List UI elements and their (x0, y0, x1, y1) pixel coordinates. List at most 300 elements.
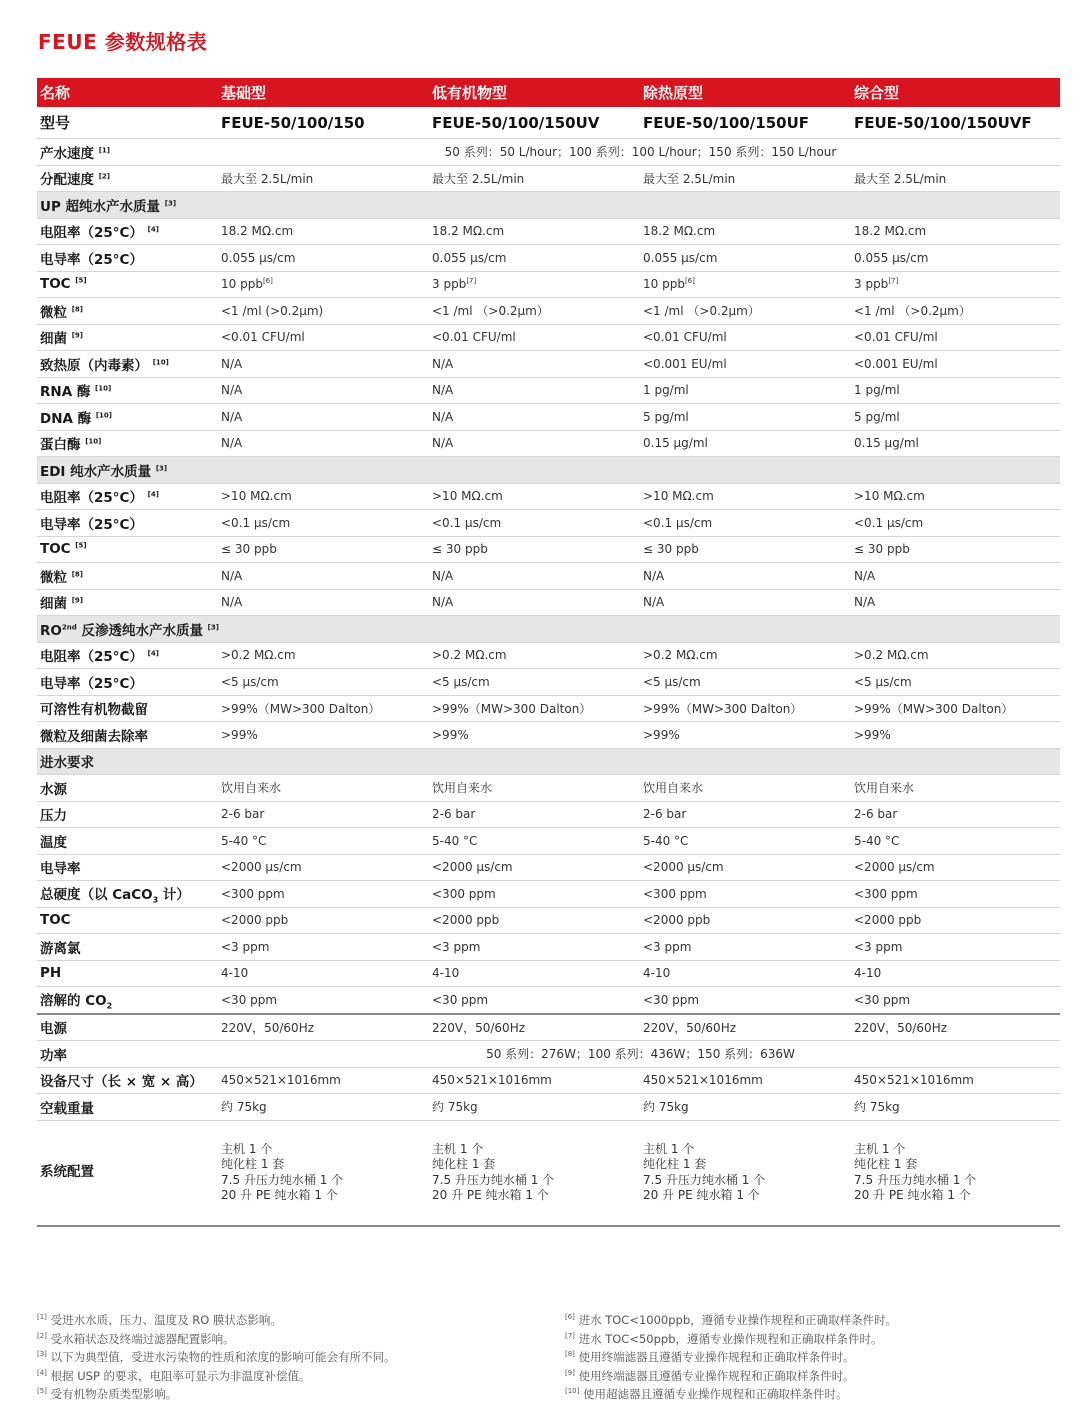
footnote-text: 使用超滤器且遵循专业操作规程和正确取样条件时。 (583, 1387, 848, 1401)
value-text: >99%（MW>300 Dalton） (854, 701, 1014, 716)
feed-pressure-row (37, 801, 1060, 828)
footnote-ref: [7] (888, 277, 899, 286)
cell-value (640, 934, 851, 961)
cell-value (640, 404, 851, 431)
footnote-ref: [5] (75, 541, 87, 550)
value-text: >99% (643, 727, 680, 742)
cell-value (429, 404, 640, 431)
config-line: 20 升 PE 纯水箱 1 个 (854, 1188, 971, 1202)
row-label (37, 881, 218, 908)
footnote (565, 1385, 897, 1404)
config-line: 主机 1 个 (221, 1141, 273, 1156)
spanning-value: 50 系列：276W；100 系列：436W；150 系列：636W (218, 1041, 1060, 1068)
footnote (37, 1367, 396, 1386)
footnote-ref: [1] (98, 146, 110, 155)
value-text: 约 75kg (854, 1100, 900, 1115)
value-text: N/A (643, 568, 665, 583)
label-text: 电阻率（25°C） (40, 225, 143, 242)
footnotes-right (565, 1311, 897, 1404)
table-header-row (37, 78, 1060, 107)
cell-value (429, 1067, 640, 1094)
value-text: 4-10 (643, 966, 671, 981)
value-text: <2000 µs/cm (221, 860, 302, 875)
row-label (37, 165, 218, 192)
cell-value (429, 218, 640, 245)
value-text: <2000 ppb (854, 913, 922, 928)
value-text: 约 75kg (221, 1100, 267, 1115)
value-text: >10 MΩ.cm (643, 489, 714, 504)
cell-value (429, 907, 640, 934)
feed-hardness-row (37, 881, 1060, 908)
value-text: 0.15 µg/ml (643, 436, 708, 451)
model-label: 型号 (37, 107, 218, 139)
label-text: 功率 (40, 1047, 67, 1064)
cell-value (851, 218, 1060, 245)
cell-value (851, 324, 1060, 351)
value-text: N/A (432, 595, 454, 610)
cell-value (218, 510, 429, 537)
footnote-text: 根据 USP 的要求，电阻率可显示为非温度补偿值。 (50, 1368, 311, 1383)
value-text: N/A (221, 436, 243, 451)
row-label (37, 483, 218, 510)
cell-value (218, 987, 429, 1014)
value-text: N/A (432, 409, 454, 424)
label-text: 温度 (40, 834, 67, 851)
production-speed-row (37, 139, 1060, 166)
header-variant: 基础型 (218, 78, 429, 107)
cell-value (218, 165, 429, 192)
config-line: 纯化柱 1 套 (221, 1157, 285, 1171)
cell-value (218, 669, 429, 696)
footnote-text: 使用终端滤器且遵循专业操作规程和正确取样条件时。 (578, 1350, 855, 1364)
footnote-text: 使用终端滤器且遵循专业操作规程和正确取样条件时。 (578, 1368, 855, 1383)
cell-value (429, 245, 640, 272)
up-bacteria-row (37, 324, 1060, 351)
row-label (37, 563, 218, 590)
value-text: 18.2 MΩ.cm (643, 224, 716, 239)
spec-table (37, 78, 1060, 1227)
cell-value (640, 218, 851, 245)
value-text: <0.1 µs/cm (643, 515, 713, 530)
row-label (37, 218, 218, 245)
cell-value (851, 722, 1060, 749)
value-text: <2000 µs/cm (643, 860, 724, 875)
header-variant: 除热原型 (640, 78, 851, 107)
cell-value (640, 536, 851, 563)
value-text: 220V，50/60Hz (432, 1020, 526, 1035)
label-text: 水源 (40, 781, 67, 798)
value-text: <0.001 EU/ml (643, 356, 727, 371)
value-text: >99%（MW>300 Dalton） (221, 701, 381, 716)
model-row (37, 107, 1060, 139)
cell-value (640, 775, 851, 802)
cell-value (640, 1094, 851, 1121)
cell-value (640, 1067, 851, 1094)
cell-value (429, 563, 640, 590)
value-text: 约 75kg (432, 1100, 478, 1115)
value-text: N/A (432, 436, 454, 451)
cell-value (218, 589, 429, 616)
config-cell (429, 1120, 640, 1226)
cell-value (851, 907, 1060, 934)
footnote-text: 进水 TOC<50ppb，遵循专业操作规程和正确取样条件时。 (578, 1331, 883, 1346)
row-label (37, 1014, 218, 1041)
cell-value (640, 430, 851, 457)
feed-chlorine-row (37, 934, 1060, 961)
cell-value (218, 1067, 429, 1094)
value-text: 5-40 °C (221, 833, 267, 848)
value-text: 0.055 µs/cm (854, 250, 929, 265)
value-text: N/A (221, 409, 243, 424)
value-text: <2000 ppb (221, 913, 289, 928)
label-text: RNA 酶 (40, 384, 91, 401)
up-dnase-row (37, 404, 1060, 431)
value-text: 4-10 (221, 966, 249, 981)
cell-value (851, 669, 1060, 696)
label-subscript: 3 (152, 895, 159, 905)
ro-section-row (37, 616, 1060, 643)
cell-value (429, 1094, 640, 1121)
page-title: FEUE 参数规格表 (38, 30, 208, 54)
value-text: <0.001 EU/ml (854, 356, 938, 371)
value-text: <3 ppm (432, 939, 481, 954)
config-label: 系统配置 (37, 1120, 218, 1226)
row-label (37, 351, 218, 378)
label-text: UP 超纯水产水质量 (40, 198, 161, 215)
cell-value (851, 960, 1060, 987)
feed-source-row (37, 775, 1060, 802)
cell-value (429, 722, 640, 749)
row-label (37, 987, 218, 1014)
label-text: 电导率（25°C） (40, 675, 143, 692)
label-text: 反渗透纯水产水质量 (76, 622, 203, 639)
cell-value (218, 960, 429, 987)
cell-value (429, 483, 640, 510)
row-label (37, 510, 218, 537)
config-cell (851, 1120, 1060, 1226)
value-text: >0.2 MΩ.cm (432, 648, 507, 663)
value-text: <30 ppm (643, 992, 700, 1007)
footnote-ref: [5] (75, 276, 87, 285)
config-line: 20 升 PE 纯水箱 1 个 (643, 1188, 760, 1202)
row-label (37, 1041, 218, 1068)
cell-value (640, 324, 851, 351)
value-text: >0.2 MΩ.cm (854, 648, 929, 663)
label-text: 电阻率（25°C） (40, 649, 143, 666)
value-text: 1 pg/ml (854, 383, 900, 398)
value-text: >10 MΩ.cm (854, 489, 925, 504)
cell-value (851, 536, 1060, 563)
config-cell (218, 1120, 429, 1226)
config-line: 20 升 PE 纯水箱 1 个 (221, 1188, 338, 1202)
footnote-ref: [10] (152, 358, 169, 367)
config-line: 20 升 PE 纯水箱 1 个 (432, 1188, 549, 1202)
cell-value (851, 1094, 1060, 1121)
cell-value (851, 987, 1060, 1014)
config-line: 纯化柱 1 套 (854, 1157, 918, 1171)
ro-organics-row (37, 695, 1060, 722)
cell-value (429, 271, 640, 298)
footnote-ref: [3] (164, 199, 177, 208)
footnote-ref: [4] (147, 225, 159, 234)
footnote-text: 受有机物杂质类型影响。 (50, 1387, 178, 1401)
label-text: TOC (40, 541, 71, 558)
value-text: 18.2 MΩ.cm (221, 224, 294, 239)
row-label (37, 589, 218, 616)
config-row (37, 1120, 1060, 1226)
config-line: 纯化柱 1 套 (643, 1157, 707, 1171)
cell-value (851, 1067, 1060, 1094)
footnote-ref: [10] (95, 384, 112, 393)
value-text: <1 /ml (>0.2µm) (221, 303, 324, 318)
config-line: 纯化柱 1 套 (432, 1157, 496, 1171)
cell-value (429, 669, 640, 696)
value-text: <0.01 CFU/ml (854, 330, 938, 345)
cell-value (851, 775, 1060, 802)
row-label (37, 669, 218, 696)
cell-value (640, 298, 851, 325)
value-text: N/A (432, 568, 454, 583)
section-title (37, 748, 1060, 775)
label-text: 电阻率（25°C） (40, 490, 143, 507)
cell-value (851, 404, 1060, 431)
value-text: <3 ppm (221, 939, 270, 954)
cell-value (218, 907, 429, 934)
label-text: EDI 纯水产水质量 (40, 463, 152, 480)
cell-value (218, 245, 429, 272)
label-text: 游离氯 (40, 940, 81, 957)
footnote-text: 以下为典型值，受进水污染物的性质和浓度的影响可能会有所不同。 (50, 1350, 396, 1364)
value-text: <2000 µs/cm (854, 860, 935, 875)
cell-value (218, 854, 429, 881)
section-title (37, 457, 1060, 484)
value-text: 10 ppb (643, 277, 685, 292)
cell-value (218, 351, 429, 378)
value-text: 2-6 bar (432, 807, 476, 822)
cell-value (429, 881, 640, 908)
weight-row (37, 1094, 1060, 1121)
cell-value (851, 854, 1060, 881)
cell-value (640, 854, 851, 881)
cell-value (429, 828, 640, 855)
dimensions-row (37, 1067, 1060, 1094)
cell-value (429, 775, 640, 802)
cell-value (429, 801, 640, 828)
cell-value (640, 377, 851, 404)
value-text: >99%（MW>300 Dalton） (432, 701, 592, 716)
feed-toc-row (37, 907, 1060, 934)
label-text: 分配速度 (40, 172, 94, 189)
value-text: <5 µs/cm (432, 674, 490, 689)
footnote-ref: [4] (147, 649, 159, 658)
value-text: >99% (854, 727, 891, 742)
cell-value (851, 801, 1060, 828)
value-text: 2-6 bar (221, 807, 265, 822)
value-text: 18.2 MΩ.cm (854, 224, 927, 239)
value-text: <300 ppm (221, 886, 285, 901)
footnote-ref: [8] (71, 570, 83, 579)
value-text: <30 ppm (221, 992, 278, 1007)
value-text: 220V，50/60Hz (221, 1020, 315, 1035)
cell-value (851, 934, 1060, 961)
config-line: 7.5 升压力纯水桶 1 个 (854, 1172, 977, 1187)
cell-value (218, 722, 429, 749)
cell-value (429, 854, 640, 881)
value-text: 5-40 °C (432, 833, 478, 848)
up-conductivity-row (37, 245, 1060, 272)
row-label (37, 1094, 218, 1121)
up-particles-row (37, 298, 1060, 325)
cell-value (218, 881, 429, 908)
cell-value (851, 430, 1060, 457)
cell-value (851, 828, 1060, 855)
footnote-number: [8] (565, 1350, 575, 1359)
value-text: >99%（MW>300 Dalton） (643, 701, 803, 716)
cell-value (851, 642, 1060, 669)
cell-value (218, 430, 429, 457)
cell-value (429, 351, 640, 378)
label-superscript: 2nd (61, 623, 77, 632)
cell-value (218, 801, 429, 828)
value-text: <2000 µs/cm (432, 860, 513, 875)
header-name: 名称 (37, 78, 218, 107)
cell-value (218, 695, 429, 722)
footnote-text: 受进水水质、压力、温度及 RO 膜状态影响。 (50, 1313, 282, 1327)
section-title (37, 616, 1060, 643)
config-cell (640, 1120, 851, 1226)
cell-value (218, 324, 429, 351)
value-text: 2-6 bar (854, 807, 898, 822)
model-number: FEUE-50/100/150UF (640, 107, 851, 139)
up-protease-row (37, 430, 1060, 457)
footnote-ref: [9] (71, 331, 83, 340)
value-text: <3 ppm (854, 939, 903, 954)
value-text: N/A (221, 356, 243, 371)
cell-value (851, 510, 1060, 537)
label-text: 微粒 (40, 304, 67, 321)
cell-value (429, 324, 640, 351)
power-supply-row (37, 1014, 1060, 1041)
cell-value (640, 881, 851, 908)
value-text: <30 ppm (432, 992, 489, 1007)
value-text: 饮用自来水 (854, 781, 915, 796)
up-resistivity-row (37, 218, 1060, 245)
value-text: ≤ 30 ppb (643, 542, 699, 557)
row-label (37, 245, 218, 272)
row-label (37, 1067, 218, 1094)
value-text: 450×521×1016mm (854, 1073, 974, 1088)
config-line: 7.5 升压力纯水桶 1 个 (221, 1172, 344, 1187)
cell-value (851, 351, 1060, 378)
cell-value (218, 377, 429, 404)
cell-value (851, 589, 1060, 616)
edi-section-row (37, 457, 1060, 484)
row-label (37, 271, 218, 298)
value-text: 4-10 (854, 966, 882, 981)
label-text: 电源 (40, 1021, 67, 1038)
value-text: N/A (854, 568, 876, 583)
label-text: 微粒 (40, 569, 67, 586)
spanning-value: 50 系列：50 L/hour；100 系列：100 L/hour；150 系列：150 L/hour (218, 139, 1060, 166)
cell-value (429, 934, 640, 961)
value-text: 约 75kg (643, 1100, 689, 1115)
row-label (37, 934, 218, 961)
cell-value (218, 271, 429, 298)
cell-value (218, 642, 429, 669)
footnote-number: [5] (37, 1387, 47, 1396)
cell-value (429, 536, 640, 563)
value-text: N/A (432, 356, 454, 371)
value-text: <30 ppm (854, 992, 911, 1007)
cell-value (640, 722, 851, 749)
cell-value (640, 828, 851, 855)
cell-value (851, 377, 1060, 404)
footnote-ref: [9] (71, 596, 83, 605)
cell-value (640, 271, 851, 298)
cell-value (640, 245, 851, 272)
value-text: N/A (221, 383, 243, 398)
value-text: >99% (221, 727, 258, 742)
cell-value (851, 563, 1060, 590)
value-text: 0.15 µg/ml (854, 436, 919, 451)
cell-value (429, 377, 640, 404)
value-text: <5 µs/cm (221, 674, 279, 689)
feed-section-row (37, 748, 1060, 775)
label-text: 微粒及细菌去除率 (40, 728, 148, 745)
cell-value (429, 960, 640, 987)
up-toc-row (37, 271, 1060, 298)
label-text: 计） (158, 886, 190, 903)
value-text: >0.2 MΩ.cm (221, 648, 296, 663)
label-text: 产水速度 (40, 145, 94, 162)
value-text: <5 µs/cm (643, 674, 701, 689)
footnote-number: [7] (565, 1331, 575, 1340)
row-label (37, 536, 218, 563)
value-text: 饮用自来水 (432, 781, 493, 796)
row-label (37, 404, 218, 431)
label-text: 空载重量 (40, 1100, 94, 1117)
footnote (565, 1330, 897, 1349)
value-text: <1 /ml （>0.2µm） (432, 304, 549, 319)
cell-value (218, 828, 429, 855)
model-number: FEUE-50/100/150UVF (851, 107, 1060, 139)
label-subscript: 2 (106, 1001, 113, 1011)
value-text: <0.01 CFU/ml (432, 330, 516, 345)
section-title (37, 192, 1060, 219)
value-text: 2-6 bar (643, 807, 687, 822)
up-pyrogen-row (37, 351, 1060, 378)
config-line: 主机 1 个 (854, 1141, 906, 1156)
cell-value (851, 881, 1060, 908)
value-text: ≤ 30 ppb (432, 542, 488, 557)
label-text: 蛋白酶 (40, 437, 81, 454)
row-label (37, 907, 218, 934)
feed-conductivity-row (37, 854, 1060, 881)
model-number: FEUE-50/100/150 (218, 107, 429, 139)
dispense-speed-row (37, 165, 1060, 192)
value-text: N/A (432, 383, 454, 398)
cell-value (640, 563, 851, 590)
cell-value (640, 907, 851, 934)
value-text: 5-40 °C (643, 833, 689, 848)
footnote-number: [6] (565, 1313, 575, 1322)
footnote (565, 1367, 897, 1386)
footnote-ref: [8] (71, 305, 83, 314)
label-text: TOC (40, 912, 71, 929)
value-text: 饮用自来水 (643, 781, 704, 796)
value-text: >0.2 MΩ.cm (643, 648, 718, 663)
footnote-number: [1] (37, 1313, 47, 1322)
